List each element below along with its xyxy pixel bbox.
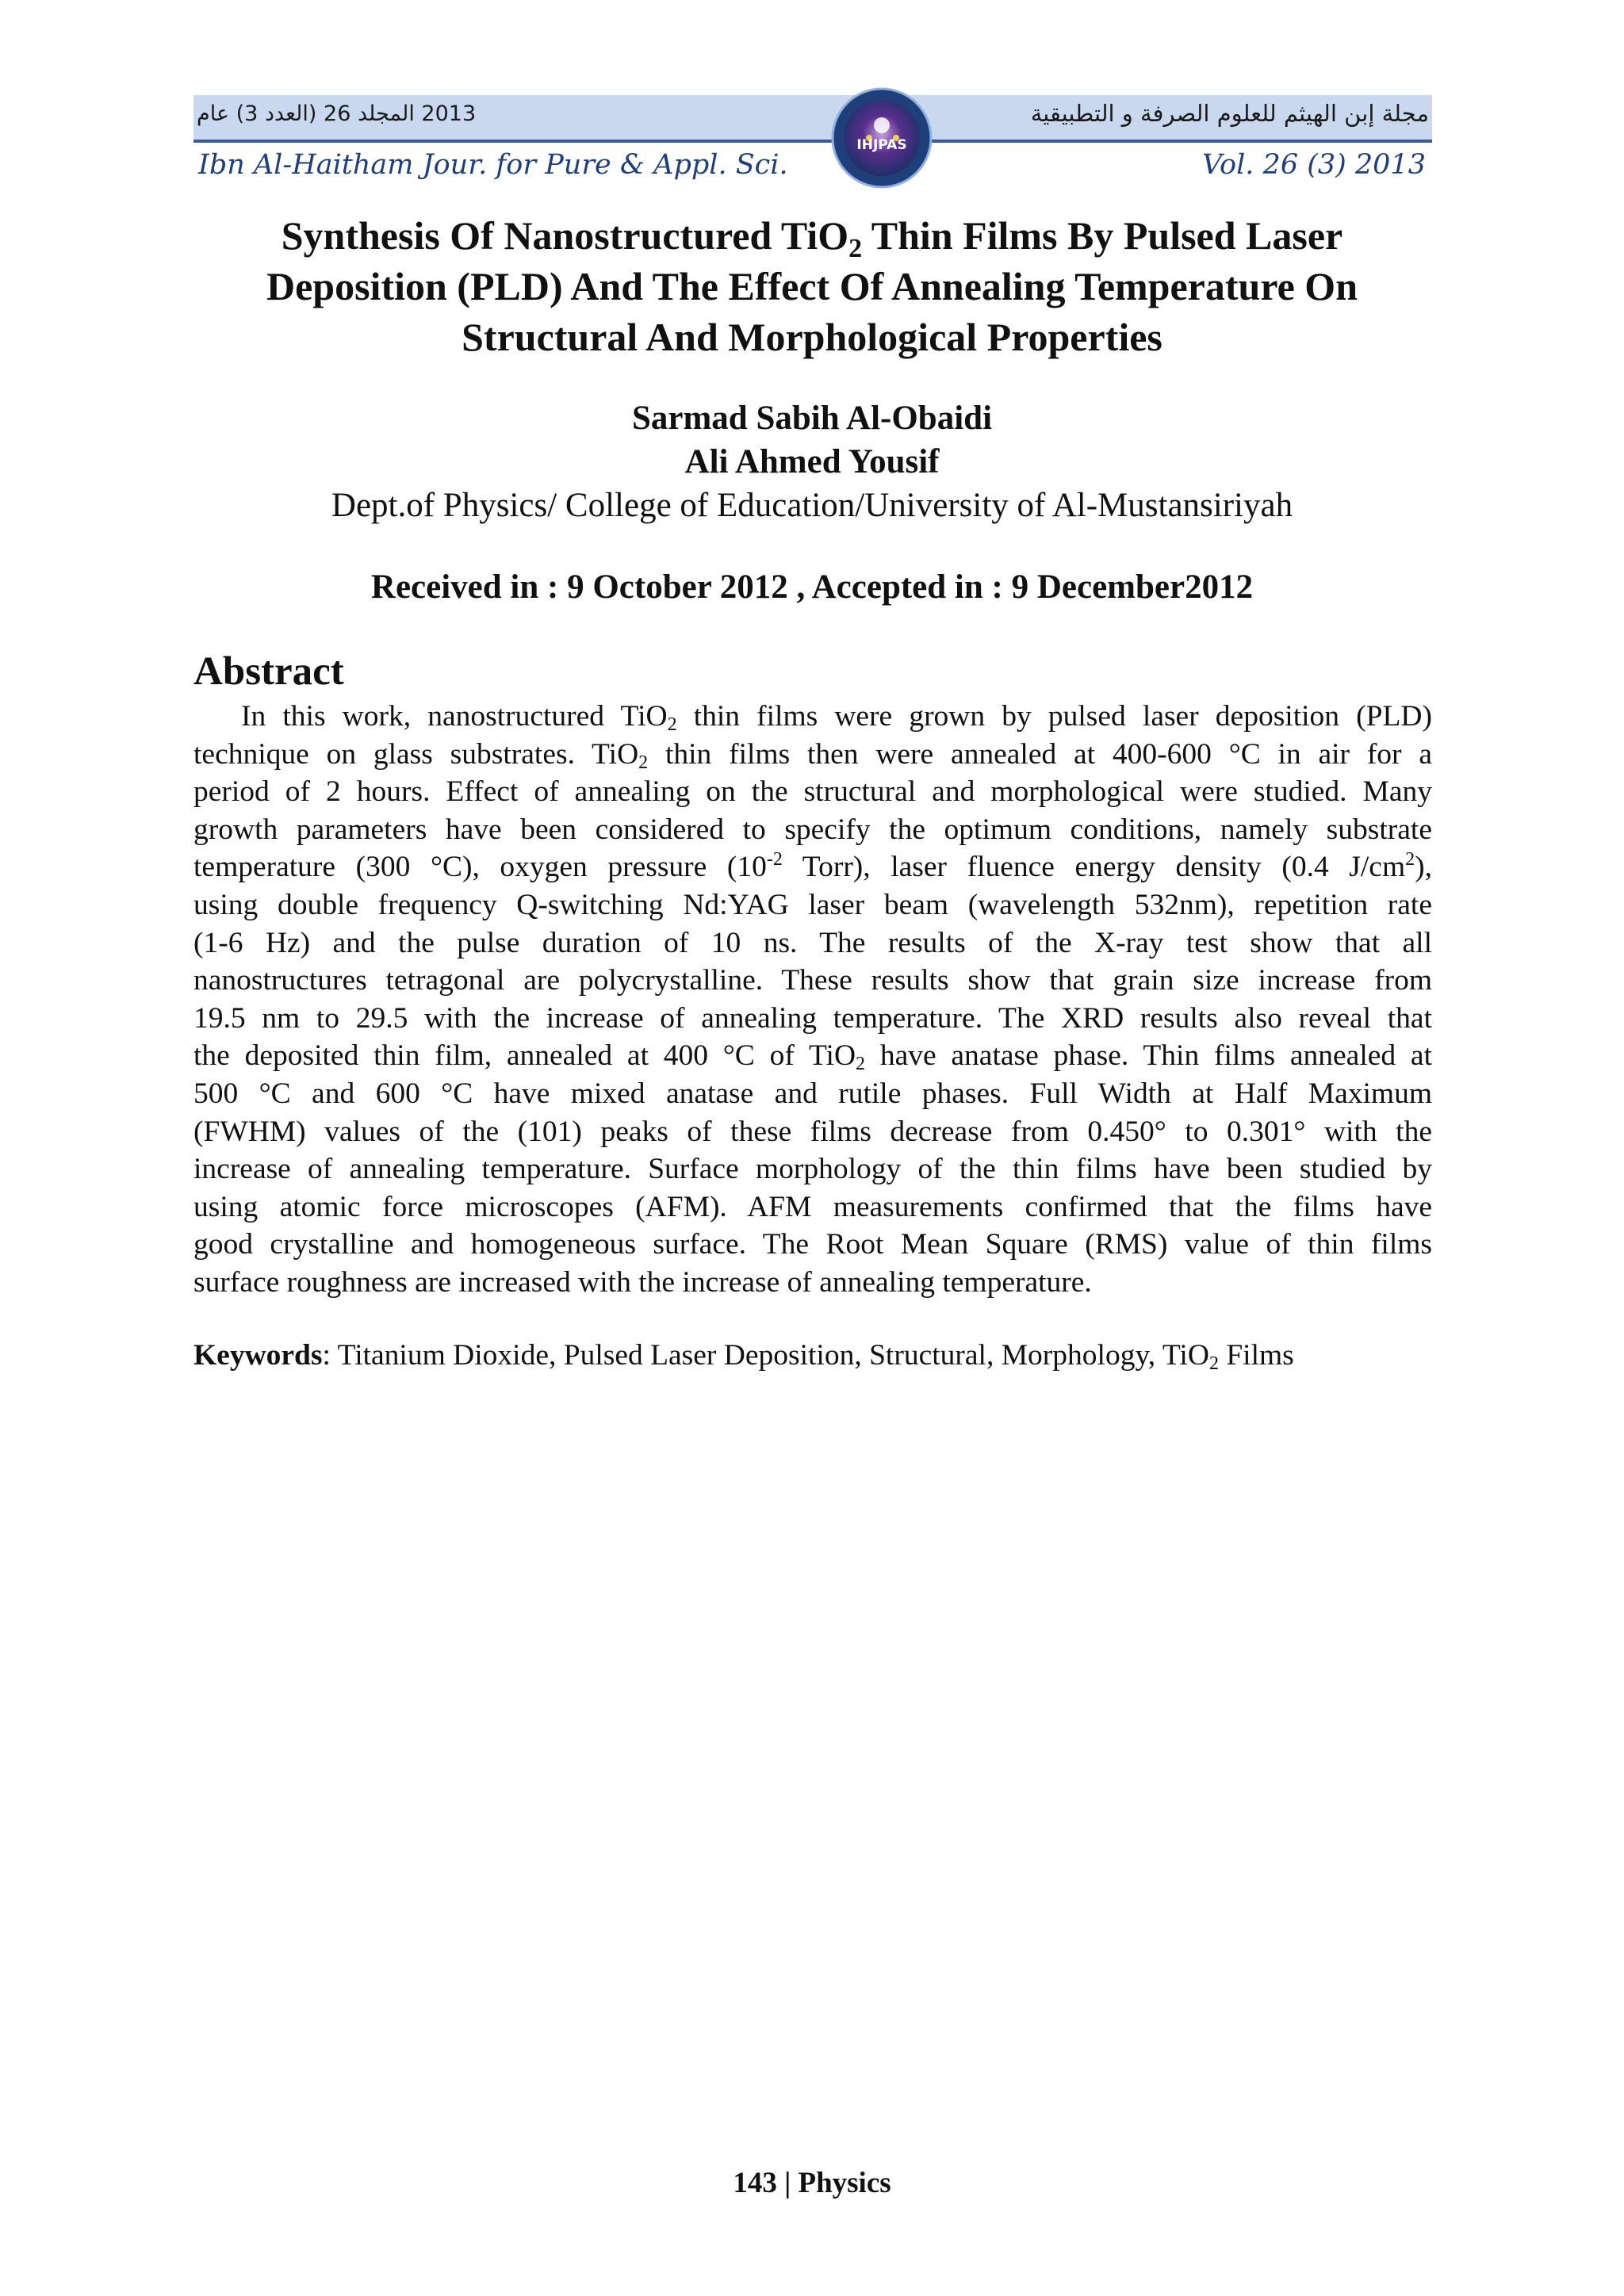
paper-title [182,210,1442,362]
abstract-line: temperature (300 °C), oxygen pressure ($10^{-2}$ Torr), laser fluence energy density (0.4 $J/cm^2$), [193,849,1432,884]
abstract-line: period of 2 hours. Effect of annealing on the structural and morphological were studied. Many [193,775,1432,809]
header-bottom-band [193,143,1432,189]
title-line-3: Structural And Morphological Properties [462,315,1162,359]
author-block [182,396,1442,527]
author-2: Ali Ahmed Yousif [684,443,940,480]
abstract-line: In this work, nanostructured TiO$_2$ thin films were grown by pulsed laser deposition (PLD) [241,700,1432,735]
abstract-line: growth parameters have been considered to specify the optimum conditions, namely substrate [193,813,1432,846]
affiliation: Dept.of Physics/ College of Education/University of Al-Mustansiriyah [331,487,1293,524]
keywords-label: Keywords [193,1339,323,1372]
journal-logo-seal [829,86,934,190]
header-arabic-volume: 2013 المجلد 26 (العدد 3) عام [197,101,477,126]
abstract-line: the deposited thin film, annealed at 400 °C of TiO$_2$ have anatase phase. Thin films annealed at [193,1039,1432,1075]
abstract-line: 500 °C and 600 °C have mixed anatase and rutile phases. Full Width at Half Maximum [193,1077,1432,1110]
abstract-line: 19.5 nm to 29.5 with the increase of annealing temperature. The XRD results also reveal that [193,1001,1432,1035]
abstract-line: (FWHM) values of the (101) peaks of these films decrease from 0.450° to 0.301° with the [193,1115,1432,1148]
title-line-1: Synthesis Of Nanostructured TiO$_2$ Thin Films By Pulsed Laser [281,213,1343,263]
keywords: Keywords: Titanium Dioxide, Pulsed Laser Deposition, Structural, Morphology, TiO$_2$ Films [193,1339,1294,1374]
header-journal-name: Ibn Al-Haitham Jour. for Pure & Appl. Sci. [198,149,788,181]
header-top-band [193,95,1432,140]
abstract-body [193,698,1432,1302]
header-arabic-journal-name: مجلة إبن الهيثم للعلوم الصرفة و التطبيقية [1030,100,1429,127]
abstract-line: surface roughness are increased with the increase of annealing temperature. [193,1265,1092,1299]
abstract-line: technique on glass substrates. TiO$_2$ thin films then were annealed at 400-600 °C in air for a [193,737,1432,773]
header-volume: Vol. 26 (3) 2013 [1201,149,1426,181]
author-1: Sarmad Sabih Al-Obaidi [631,400,993,437]
abstract-line: increase of annealing temperature. Surface morphology of the thin films have been studied by [193,1153,1432,1186]
title-line-2: Deposition (PLD) And The Effect Of Annealing Temperature On [266,264,1358,308]
abstract-line: using double frequency Q-switching Nd:YAG laser beam (wavelength 532nm), repetition rate [193,888,1432,921]
abstract-heading: Abstract [193,649,344,694]
logo-text: IHJPAS [856,137,907,153]
abstract-line: (1-6 Hz) and the pulse duration of 10 ns. The results of the X-ray test show that all [193,926,1432,959]
abstract-line: using atomic force microscopes (AFM). AFM measurements confirmed that the films have [193,1190,1432,1223]
abstract-line: good crystalline and homogeneous surface. The Root Mean Square (RMS) value of thin films [193,1228,1432,1261]
journal-header [193,95,1432,189]
received-dates: Received in : 9 October 2012 , Accepted in : 9 December2012 [370,568,1254,606]
page-footer: 143 | Physics [733,2167,891,2199]
abstract-line: nanostructures tetragonal are polycrystalline. These results show that grain size increase from [193,964,1432,997]
